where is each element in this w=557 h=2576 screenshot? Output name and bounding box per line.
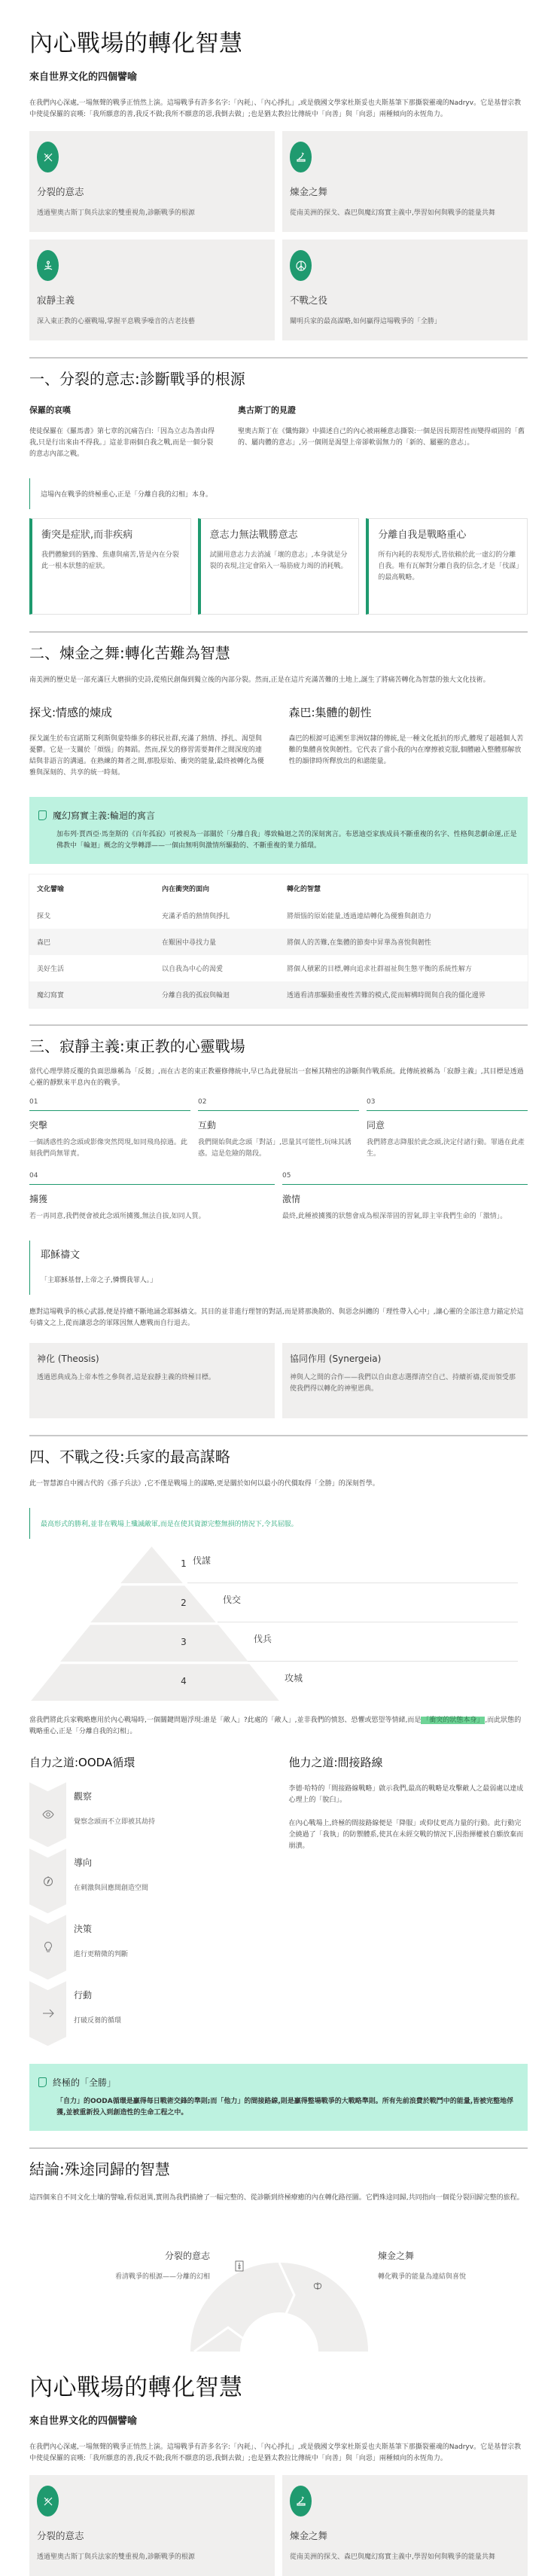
paragraph: 探戈誕生於布宜諾斯艾利斯與蒙特維多的移民社群,充滿了熱情、掙扎、渴望與憂鬱。它是一支關於「煩惱」的舞蹈。然而,探戈的修習需要舞伴之間深度的連結與非語言的溝通。在熟練的舞者之間,那股原始、衝突的能量,最終被轉化為優雅與深刻的、共享的統一時刻。: [29, 735, 264, 777]
topic-desc: 從南美洲的探戈、森巴與魔幻寫實主義中,學習如何與戰爭的能量共舞: [290, 2553, 495, 2562]
step-title: 互動: [198, 1120, 217, 1131]
step-title: 同意: [367, 1120, 385, 1131]
paragraph: [29, 1715, 528, 1738]
intro-paragraph-repeat: 在我們內心深處,一場無聲的戰爭正悄然上演。這場戰爭有許多名字:「內耗」、「內心掙扎」,或是俄國文學家杜斯妥也夫斯基筆下那撕裂靈魂的Nadryv。它是基督宗教中使徒保羅的哀嘆:「我所願意的善,我反不做;我所不願意的惡,我倒去做」;也是猶太教拉比傳統中「向善」與「向惡」兩種傾向的永恆角力。: [29, 2443, 522, 2463]
page-subtitle-repeat: 來自世界文化的四個譬喻: [29, 2416, 138, 2428]
prayer-title: 耶穌禱文: [41, 1250, 81, 1262]
topic-title: 不戰之役: [290, 295, 328, 307]
topic-title: 分裂的意志: [37, 186, 84, 198]
point-text: 我們體驗到的猶豫、焦慮與痛苦,皆是內在分裂此一根本狀態的症狀。: [41, 551, 179, 571]
topic-desc: 闡明兵家的最高謀略,如何贏得這場戰爭的「全勝」: [290, 318, 441, 326]
step-text: 我們將意志降服於此念頭,決定付諸行動。罪過在此產生。: [367, 1139, 525, 1158]
blockquote: 這場內在戰爭的終極重心,正是「分離自我的幻相」本身。: [29, 478, 528, 509]
section-hesychasm: [29, 1036, 528, 1418]
point-text: 所有內耗的表現形式,皆依賴於此一虛幻的分離自我。唯有瓦解對分離自我的信念,才是「伐謀」的最高戰略。: [378, 551, 519, 582]
section-divided-will: [29, 369, 528, 615]
paragraph: 在內心戰場上,終極的間接路線便是「降服」或仰仗更高力量的行動。此行動完全繞過了「我執」的防禦體系,使其在未經交戰的情況下,因指揮權被自願放棄而崩潰。: [288, 1820, 524, 1851]
topic-desc: 深入東正教的心靈戰場,掌握平息戰爭噪音的古老技藝: [37, 318, 195, 326]
section-heading: 三、寂靜主義:東正教的心靈戰場: [29, 1037, 245, 1056]
table-header: 內在衝突的面向: [154, 874, 279, 902]
stage-step: [29, 1172, 275, 1222]
paragraph: 應對這場戰爭的核心武器,便是持續不斷地誦念耶穌禱文。其目的並非進行理智的對話,而是將那渙散的、與惡念糾纏的「理性帶入心中」,讓心靈的全部注意力錨定於這句禱文之上,從而讓惡念的軍隊因無人應戰而自行退去。: [29, 1308, 524, 1328]
subheading: 探戈:情感的煉成: [29, 706, 113, 720]
table-header: 文化譬喻: [29, 874, 154, 902]
pyramid-level: [29, 1625, 528, 1662]
wheel-label-right: [378, 2249, 528, 2281]
step-title: 突擊: [29, 1120, 48, 1131]
paragraph: 南美洲的歷史是一部充滿巨大磨損的史詩,從殖民創傷到獨立後的內部分裂。然而,正是在這片充滿苦難的土地上,誕生了將痛苦轉化為智慧的強大文化技術。: [29, 676, 490, 685]
table-row: [29, 902, 528, 929]
wheel-diagram: [190, 2216, 368, 2352]
step-title: 擄獲: [29, 1194, 48, 1205]
point-text: 試圖用意志力去消滅「壞的意志」,本身就是分裂的表現,注定會陷入一場筋疲力竭的消耗戰。: [209, 551, 348, 571]
divider: [29, 2147, 528, 2149]
ooda-step: [29, 1848, 269, 1913]
topic-card-divided-will[interactable]: [29, 131, 275, 232]
swords-icon: [37, 2486, 59, 2516]
divider: [29, 1024, 528, 1026]
text: ,而此狀態的戰略重心,正是「分離自我的幻相」。: [29, 1717, 522, 1736]
section-heading: 一、分裂的意志:診斷戰爭的根源: [29, 370, 245, 389]
subheading: 森巴:集體的韌性: [288, 706, 372, 720]
pyramid-level: [29, 1546, 528, 1583]
divider: [29, 1435, 528, 1436]
concept-card: [282, 1343, 528, 1418]
level-label: 伐兵: [254, 1634, 272, 1645]
topic-desc: 透過聖奧古斯丁與兵法家的雙重視角,診斷戰爭的根源: [37, 209, 195, 218]
table-cell: 將個人的苦難,在集體的節奏中昇華為喜悅與韌性: [279, 929, 528, 955]
text: 當我們將此兵家戰略應用於內心戰場時,一個關鍵問題浮現:誰是「敵人」?此處的「敵人」,並非我們的憤怒、恐懼或慾望等情緒,而是: [29, 1717, 422, 1725]
callout-title: 終極的「全勝」: [53, 2077, 117, 2089]
divider: [29, 631, 528, 633]
topic-card-no-battle[interactable]: [282, 240, 528, 340]
stage-step: [198, 1098, 359, 1160]
eye-icon: [29, 1782, 66, 1847]
meditation-icon: [37, 250, 59, 281]
stage-step: [29, 1098, 190, 1160]
topic-card-alchemy-dance[interactable]: [282, 131, 528, 232]
subheading: 自力之道:OODA循環: [29, 1756, 135, 1770]
level-label: 伐交: [223, 1595, 242, 1606]
table-cell: 以自我為中心的渴愛: [162, 966, 224, 974]
divider: [29, 357, 528, 359]
topic-cards: [29, 131, 528, 340]
candle-icon: [236, 2261, 243, 2271]
step-text: 在刺激與回應間創造空間: [74, 1885, 149, 1893]
paragraph: 使徒保羅在《羅馬書》第七章的沉痛告白:「因為立志為善由得我,只是行出來由不得我。」這並非兩個自我之戰,而是一個分裂的意志內部之戰。: [29, 428, 215, 459]
paragraph: 聖奧古斯丁在《懺悔錄》中描述自己的內心被兩種意志撕裂:一個是因長期習性而變得頑固的「舊的、屬肉體的意志」,另一個則是渴望上帝卻軟弱無力的「新的、屬靈的意志」。: [238, 428, 525, 447]
level-number: 4: [181, 1676, 187, 1687]
topic-title: 煉金之舞: [290, 2530, 328, 2542]
compass-icon: [29, 1848, 66, 1913]
callout-text: 「自力」的OODA循環是贏得每日戰術交鋒的準則;而「他力」的間接路線,則是贏得整場戰爭的大戰略準則。所有先前浪費於戰鬥中的能量,皆被完整地俘獲,並被重新投入到創造性的生命工程之中。: [56, 2098, 514, 2117]
prayer-text: 「主耶穌基督,上帝之子,憐憫我罪人。」: [41, 1277, 157, 1285]
topic-card-hesychasm[interactable]: [29, 240, 275, 340]
step-number: 03: [367, 1098, 528, 1111]
paragraph: 這四個來自不同文化土壤的譬喻,看似迥異,實則為我們描繪了一幅完整的、從診斷到終極療癒的內在轉化路徑圖。它們殊途同歸,共同指向一個從分裂回歸完整的旅程。: [29, 2194, 524, 2202]
step-title: 決策: [74, 1924, 93, 1935]
table-cell: 魔幻寫實: [29, 981, 154, 1008]
page-title-repeat: 內心戰場的轉化智慧: [29, 2374, 243, 2402]
concept-text: 神與人之間的合作——我們以自由意志選擇清空自己、持續祈禱,從而領受那使我們得以轉化的神聖恩典。: [290, 1374, 516, 1393]
stage-step: [367, 1098, 528, 1160]
level-number: 3: [181, 1637, 187, 1648]
table-cell: 將煩惱的原始能量,透過連結轉化為優雅與創造力: [287, 913, 431, 921]
swords-icon: [37, 142, 59, 172]
step-number: 05: [282, 1172, 528, 1185]
topic-title: 分裂的意志: [37, 2530, 84, 2542]
table-cell: 將個人積累的目標,轉向追求社群福祉與生態平衡的系統性解方: [287, 966, 472, 974]
point-title: 意志力無法戰勝意志: [209, 530, 298, 542]
point-card: [366, 518, 528, 615]
step-title: 行動: [74, 1990, 93, 2001]
point-card: [198, 518, 360, 615]
indirect-approach-column: [289, 1754, 528, 2046]
dancer-icon: [290, 142, 312, 172]
label-title: 煉金之舞: [378, 2251, 415, 2262]
step-number: 01: [29, 1098, 190, 1111]
highlighted-text: 「衝突的狀態本身」: [422, 1717, 484, 1725]
ooda-step: [29, 1981, 269, 2046]
level-label: 伐謀: [193, 1555, 212, 1567]
topic-desc: 透過聖奧古斯丁與兵法家的雙重視角,診斷戰爭的根源: [37, 2553, 195, 2562]
step-number: 04: [29, 1172, 275, 1185]
arrow-right-icon: [29, 1981, 66, 2046]
step-title: 觀察: [74, 1791, 93, 1802]
paragraph: 森巴的根源可追溯至非洲奴隸的傳統,是一種文化抵抗的形式,體現了超越個人苦難的集體喜悅與韌性。它代表了當小我的內在摩擦被克服,個體融入整體那解放性的韻律時所釋放出的和諧能量。: [288, 735, 524, 766]
topic-card-divided-will[interactable]: [29, 2475, 275, 2576]
table-cell: 充滿矛盾的熱情與掙扎: [162, 913, 230, 921]
step-text: 我們開始與此念頭「對話」,思量其可能性,玩味其誘惑。這是危險的階段。: [198, 1139, 352, 1158]
convergence-wheel: [29, 2216, 528, 2352]
subheading: 他力之道:間接路線: [288, 1756, 383, 1770]
step-text: 一個誘惑性的念頭或影像突然閃現,如同飛鳥掠過。此刻我們尚無罪責。: [29, 1139, 187, 1158]
callout-text: 加布列·賈西亞·馬奎斯的《百年孤寂》可被視為一部關於「分離自我」導致輪迴之苦的深刻寓言。布恩迪亞家族成員不斷重複的名字、性格與悲劇命運,正是佛教中「輪迴」概念的文學轉譯——一個由無明與激情所驅動的、不斷重複的業力循環。: [56, 831, 517, 850]
point-title: 衝突是症狀,而非疾病: [41, 530, 133, 542]
lightbulb-icon: [29, 1915, 66, 1979]
table-header: 轉化的智慧: [279, 874, 528, 902]
callout-total-victory: [29, 2064, 528, 2131]
note-icon: [38, 2077, 47, 2087]
comparison-table: [29, 874, 528, 1008]
peace-icon: [290, 250, 312, 281]
concept-title: 協同作用 (Synergeia): [290, 1354, 382, 1365]
wheel-label-left: [59, 2249, 210, 2281]
table-cell: 在艱困中尋找力量: [154, 929, 279, 955]
level-number: 2: [181, 1598, 187, 1609]
strategy-pyramid: [29, 1546, 528, 1705]
note-icon: [38, 810, 47, 820]
concept-title: 神化 (Theosis): [37, 1354, 99, 1365]
paragraph: 此一智慧源自中國古代的《孫子兵法》,它不僅是戰場上的謀略,更是關於如何以最小的代價取得「全勝」的深刻哲學。: [29, 1480, 379, 1488]
section-alchemy-dance: [29, 643, 528, 1008]
ooda-step: [29, 1915, 269, 1979]
pyramid-level: [29, 1664, 528, 1701]
callout-title: 魔幻寫實主義:輪迴的寓言: [53, 810, 156, 822]
label-title: 分裂的意志: [164, 2251, 210, 2262]
step-text: 進行更精微的判斷: [74, 1951, 129, 1959]
topic-title: 寂靜主義: [37, 295, 75, 307]
section-heading: 四、不戰之役:兵家的最高謀略: [29, 1448, 230, 1467]
blockquote: 最高形式的勝利,並非在戰場上殲滅敵軍,而是在使其資源完整無損的情況下,令其屈服。: [29, 1508, 528, 1539]
table-cell: 探戈: [37, 913, 51, 921]
step-text: 最終,此種被擄獲的狀態會成為根深蒂固的習氣,即主宰我們生命的「激情」。: [282, 1213, 507, 1221]
pyramid-level: [29, 1586, 528, 1622]
table-cell: 分離自我的孤寂與輪迴: [154, 981, 279, 1008]
stage-step: [282, 1172, 528, 1222]
level-number: 1: [181, 1558, 187, 1570]
step-text: 若一再同意,我們便會被此念頭所擄獲,無法自拔,如同人質。: [29, 1213, 205, 1221]
table-cell: 美好生活: [37, 966, 65, 974]
concept-text: 透過恩典成為上帝本性之參與者,這是寂靜主義的終極目標。: [37, 1374, 215, 1382]
intro-paragraph: 在我們內心深處,一場無聲的戰爭正悄然上演。這場戰爭有許多名字:「內耗」、「內心掙扎」,或是俄國文學家杜斯妥也夫斯基筆下那撕裂靈魂的Nadryv。它是基督宗教中使徒保羅的哀嘆:「我所願意的善,我反不做;我所不願意的惡,我倒去做」;也是猶太教拉比傳統中「向善」與「向惡」兩種傾向的永恆角力。: [29, 99, 522, 119]
section-heading: 二、煉金之舞:轉化苦難為智慧: [29, 644, 230, 663]
level-label: 攻城: [285, 1673, 303, 1684]
subheading: 保羅的哀嘆: [29, 405, 71, 416]
topic-card-alchemy-dance[interactable]: [282, 2475, 528, 2576]
paragraph: 李德·哈特的「間接路線戰略」啟示我們,最高的戰略是攻擊敵人之最弱處以達成心理上的「脫臼」。: [288, 1785, 524, 1805]
page-title: 內心戰場的轉化智慧: [29, 30, 243, 57]
section-no-battle: [29, 1447, 528, 2131]
section-heading: 結論:殊途同歸的智慧: [29, 2160, 170, 2179]
table-row: [29, 929, 528, 955]
section-conclusion: [29, 2159, 528, 2352]
step-text: 覺察念頭而不立即被其劫持: [74, 1818, 156, 1827]
point-card: [29, 518, 191, 615]
topic-desc: 從南美洲的探戈、森巴與魔幻寫實主義中,學習如何與戰爭的能量共舞: [290, 209, 495, 218]
page-subtitle: 來自世界文化的四個譬喻: [29, 72, 138, 84]
paragraph: 當代心理學將反覆的負面思維稱為「反芻」,而在古老的東正教靈修傳統中,早已為此發展出一套極其精密的診斷與作戰系統。此傳統被稱為「寂靜主義」,其目標是透過心靈的靜默來平息內在的戰爭。: [29, 1068, 524, 1088]
dancer-icon: [290, 2486, 312, 2516]
table-cell: 透過看清那驅動重複性苦難的模式,從而解構時間與自我的僵化邊界: [279, 981, 528, 1008]
step-number: 02: [198, 1098, 359, 1111]
subheading: 奧古斯丁的見證: [238, 405, 296, 416]
step-title: 激情: [282, 1194, 301, 1205]
callout-magic-realism: [29, 797, 528, 864]
topic-title: 煉金之舞: [290, 186, 328, 198]
jesus-prayer-quote: [29, 1241, 528, 1295]
ooda-step: [29, 1782, 269, 1847]
table-row: [29, 981, 528, 1008]
point-title: 分離自我是戰略重心: [378, 530, 467, 542]
concept-card: [29, 1343, 275, 1418]
label-text: 轉化戰爭的能量為連結與喜悅: [378, 2273, 467, 2281]
step-text: 打破反芻的循環: [74, 2017, 122, 2025]
step-title: 導向: [74, 1857, 93, 1869]
table-row: [29, 955, 528, 981]
ooda-column: [29, 1754, 269, 2046]
table-cell: 森巴: [29, 929, 154, 955]
topic-cards-repeat: [29, 2475, 528, 2576]
label-text: 看清戰爭的根源——分離的幻相: [114, 2273, 210, 2281]
